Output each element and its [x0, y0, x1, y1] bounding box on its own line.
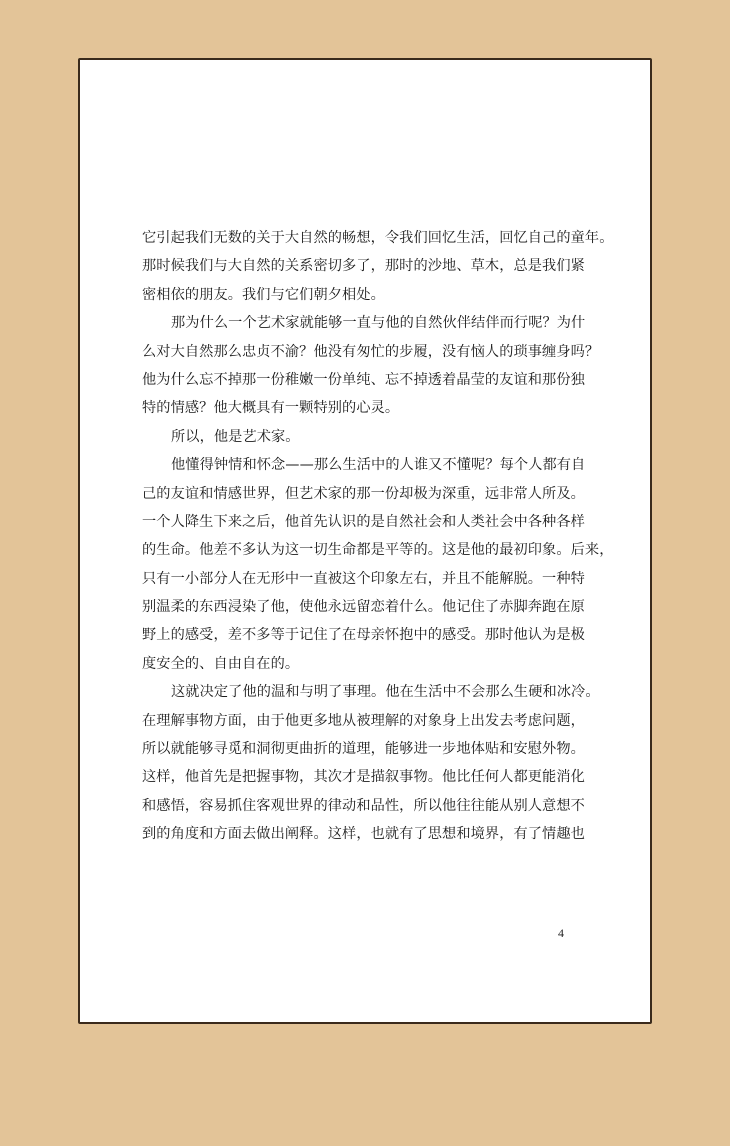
- text-line: 那为什么一个艺术家就能够一直与他的自然伙伴结伴而行呢？为什: [171, 315, 586, 332]
- text-line: 到的角度和方面去做出阐释。这样，也就有了思想和境界，有了情趣也: [142, 826, 585, 843]
- text-line: 己的友谊和情感世界，但艺术家的那一份却极为深重，远非常人所及。: [142, 485, 585, 502]
- text-line: 一个人降生下来之后，他首先认识的是自然社会和人类社会中各种各样: [142, 513, 585, 530]
- text-line: 度安全的、自由自在的。: [142, 655, 300, 672]
- text-line: 只有一小部分人在无形中一直被这个印象左右，并且不能解脱。一种特: [142, 570, 585, 587]
- text-line: 的生命。他差不多认为这一切生命都是平等的。这是他的最初印象。后来，: [142, 542, 614, 559]
- text-line: 别温柔的东西浸染了他，使他永远留恋着什么。他记住了赤脚奔跑在原: [142, 599, 585, 616]
- text-line: 野上的感受，差不多等于记住了在母亲怀抱中的感受。那时他认为是极: [142, 627, 585, 644]
- text-line: 它引起我们无数的关于大自然的畅想，令我们回忆生活，回忆自己的童年。: [142, 230, 614, 246]
- text-line: 么对大自然那么忠贞不渝？他没有匆忙的步履，没有恼人的琐事缠身吗？: [142, 343, 600, 360]
- text-line: 他为什么忘不掉那一份稚嫩一份单纯、忘不掉透着晶莹的友谊和那份独: [142, 371, 585, 388]
- text-line: 所以就能够寻觅和洞彻更曲折的道理，能够进一步地体贴和安慰外物。: [142, 741, 585, 758]
- text-line: 这就决定了他的温和与明了事理。他在生活中不会那么生硬和冰冷。: [171, 684, 600, 701]
- text-line: 所以，他是艺术家。: [171, 428, 300, 445]
- page-text: [142, 224, 614, 849]
- text-line: 那时候我们与大自然的关系密切多了，那时的沙地、草木，总是我们紧: [142, 258, 585, 275]
- text-line: 这样，他首先是把握事物，其次才是描叙事物。他比任何人都更能消化: [142, 769, 585, 786]
- text-line: 在理解事物方面，由于他更多地从被理解的对象身上出发去考虑问题，: [142, 712, 585, 729]
- text-line: 密相依的朋友。我们与它们朝夕相处。: [142, 286, 385, 303]
- text-line: 他懂得钟情和怀念——那么生活中的人谁又不懂呢？每个人都有自: [171, 457, 586, 474]
- book-page: [78, 58, 652, 1024]
- text-line: 特的情感？他大概具有一颗特别的心灵。: [142, 400, 400, 417]
- text-line: 和感悟，容易抓住客观世界的律动和品性，所以他往往能从别人意想不: [142, 797, 585, 814]
- page-number: 4: [558, 926, 564, 940]
